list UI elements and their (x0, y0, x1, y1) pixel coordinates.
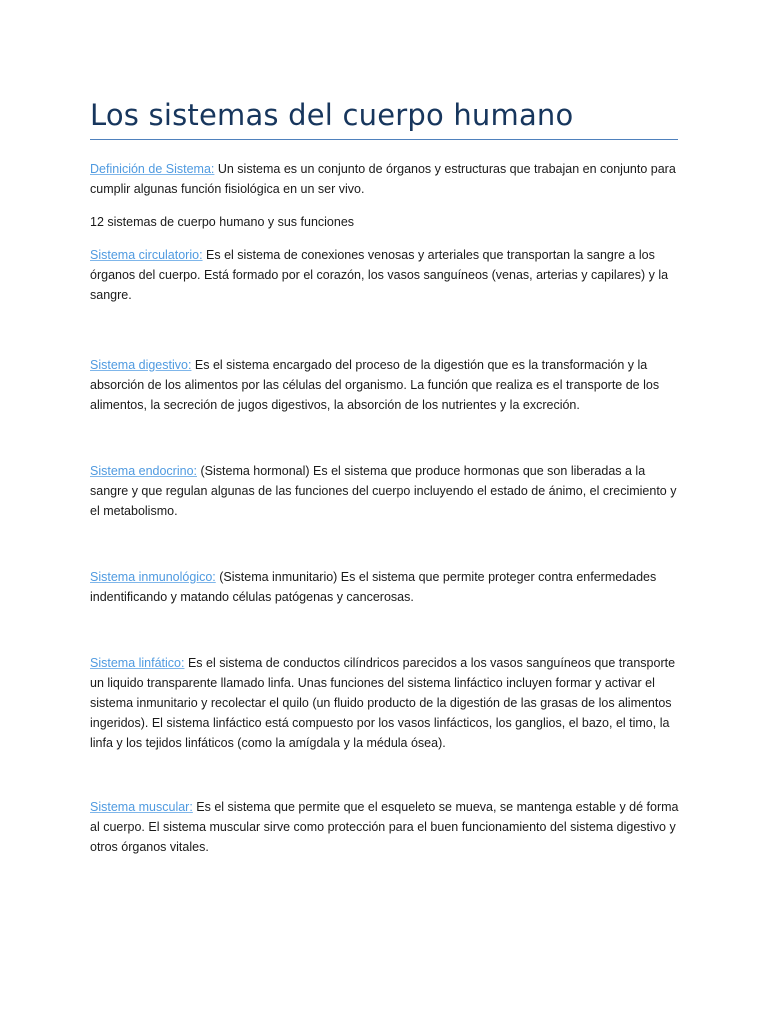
muscular-term-link[interactable]: Sistema muscular: (90, 800, 193, 814)
document-page (90, 0, 680, 857)
lymphatic-term-link[interactable]: Sistema linfático: (90, 656, 185, 670)
immune-term-link[interactable]: Sistema inmunológico: (90, 570, 216, 584)
definition-text: Un sistema es un conjunto de órganos y estructuras que trabajan en conjunto para cumplir algunas función fisiológica en un ser vivo. (90, 162, 676, 196)
endocrine-term-link[interactable]: Sistema endocrino: (90, 464, 198, 478)
page-title: Los sistemas del cuerpo humano (90, 98, 574, 132)
digestive-text: Es el sistema encargado del proceso de la digestión que es la transformación y la absorción de los alimentos por las células del organismo. La función que realiza es el transporte de los alimentos, la secreción de jugos digestivos, la absorción de los nutrientes y la excreción. (90, 358, 660, 412)
definition-paragraph (90, 159, 680, 199)
section-lymphatic (90, 653, 680, 753)
digestive-term-link[interactable]: Sistema digestivo: (90, 358, 192, 372)
systems-subtitle: 12 sistemas de cuerpo humano y sus funciones (90, 215, 355, 229)
section-immune (90, 567, 680, 607)
circulatory-term-link[interactable]: Sistema circulatorio: (90, 248, 203, 262)
section-digestive (90, 355, 680, 415)
title-underline-rule (90, 139, 678, 140)
section-endocrine (90, 461, 680, 521)
section-circulatory (90, 245, 680, 305)
definition-term-link[interactable]: Definición de Sistema: (90, 162, 215, 176)
muscular-text: Es el sistema que permite que el esqueleto se mueva, se mantenga estable y dé forma al cuerpo. El sistema muscular sirve como protección para el buen funcionamiento del sistema digestivo y otros órganos vitales. (90, 800, 679, 854)
section-muscular (90, 797, 680, 857)
circulatory-text: Es el sistema de conexiones venosas y arteriales que transportan la sangre a los órganos del cuerpo. Está formado por el corazón, los vasos sanguíneos (venas, arterias y capilares) y la sangre. (90, 248, 669, 302)
immune-text: (Sistema inmunitario) Es el sistema que permite proteger contra enfermedades indentificando y matando células patógenas y cancerosas. (90, 570, 657, 604)
lymphatic-text: Es el sistema de conductos cilíndricos parecidos a los vasos sanguíneos que transporte un liquido transparente llamado linfa. Unas funciones del sistema linfáctico incluyen formar y activar el sistema inmunitario y recolectar el quilo (un fluido producto de la digestión de las grasas de los alimentos ingeridos). El sistema linfáctico está compuesto por los vasos linfácticos, los ganglios, el bazo, el timo, la linfa y los tejidos linfáticos (como la amígdala y la médula ósea). (90, 656, 676, 750)
endocrine-text: (Sistema hormonal) Es el sistema que produce hormonas que son liberadas a la sangre y que regulan algunas de las funciones del cuerpo incluyendo el estado de ánimo, el crecimiento y el metabolismo. (90, 464, 677, 518)
